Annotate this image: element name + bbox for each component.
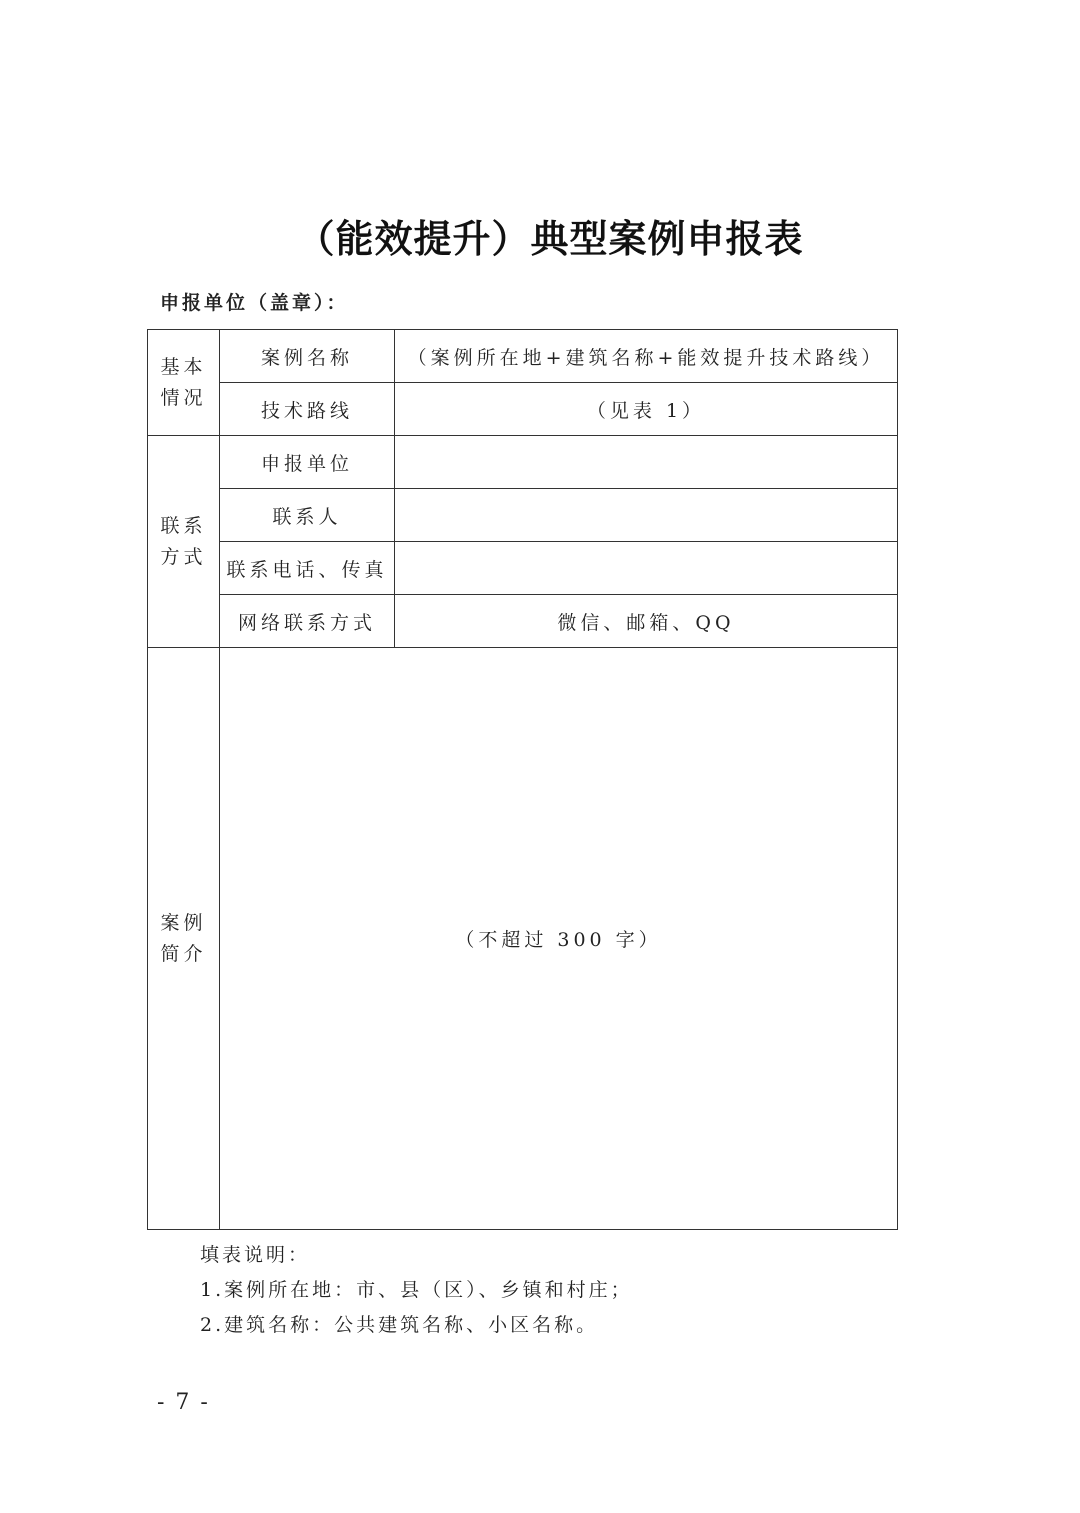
page-number: - 7 -	[157, 1390, 210, 1415]
instruction-item-2: 2.建筑名称：公共建筑名称、小区名称。	[200, 1314, 599, 1336]
applicant-unit-field[interactable]	[395, 436, 898, 489]
row-phone-fax	[148, 542, 898, 595]
case-intro-field[interactable]: （不超过 300 字）	[220, 648, 898, 1230]
row-case-name	[148, 330, 898, 383]
case-name-field[interactable]: （案例所在地+建筑名称+能效提升技术路线）	[395, 330, 898, 383]
group-basic-info	[148, 330, 220, 436]
online-contact-label: 网络联系方式	[220, 595, 395, 648]
applicant-unit-row-label: 申报单位	[220, 436, 395, 489]
application-form-table	[147, 329, 898, 1230]
tech-route-field[interactable]: （见表 1）	[395, 383, 898, 436]
group-case-intro-line-1: 案例	[160, 911, 207, 934]
instruction-item-1: 1.案例所在地：市、县（区）、乡镇和村庄；	[200, 1279, 633, 1301]
contact-person-field[interactable]	[395, 489, 898, 542]
row-contact-person	[148, 489, 898, 542]
group-basic-info-line-2: 情况	[160, 386, 207, 409]
group-contact	[148, 436, 220, 648]
group-contact-line-2: 方式	[160, 545, 207, 568]
online-contact-field[interactable]: 微信、邮箱、QQ	[395, 595, 898, 648]
filling-instructions	[200, 1238, 633, 1343]
group-case-intro	[148, 648, 220, 1230]
group-basic-info-line-1: 基本	[160, 355, 207, 378]
instructions-heading: 填表说明：	[200, 1244, 311, 1266]
contact-person-label: 联系人	[220, 489, 395, 542]
row-case-intro	[148, 648, 898, 1230]
case-name-label: 案例名称	[220, 330, 395, 383]
phone-fax-field[interactable]	[395, 542, 898, 595]
applicant-unit-label: 申报单位（盖章）：	[160, 292, 349, 314]
phone-fax-label: 联系电话、传真	[220, 542, 395, 595]
tech-route-label: 技术路线	[220, 383, 395, 436]
form-title: （能效提升）典型案例申报表	[296, 217, 804, 261]
row-online-contact	[148, 595, 898, 648]
group-contact-line-1: 联系	[160, 514, 207, 537]
group-case-intro-line-2: 简介	[160, 942, 207, 965]
row-applicant-unit	[148, 436, 898, 489]
row-tech-route	[148, 383, 898, 436]
